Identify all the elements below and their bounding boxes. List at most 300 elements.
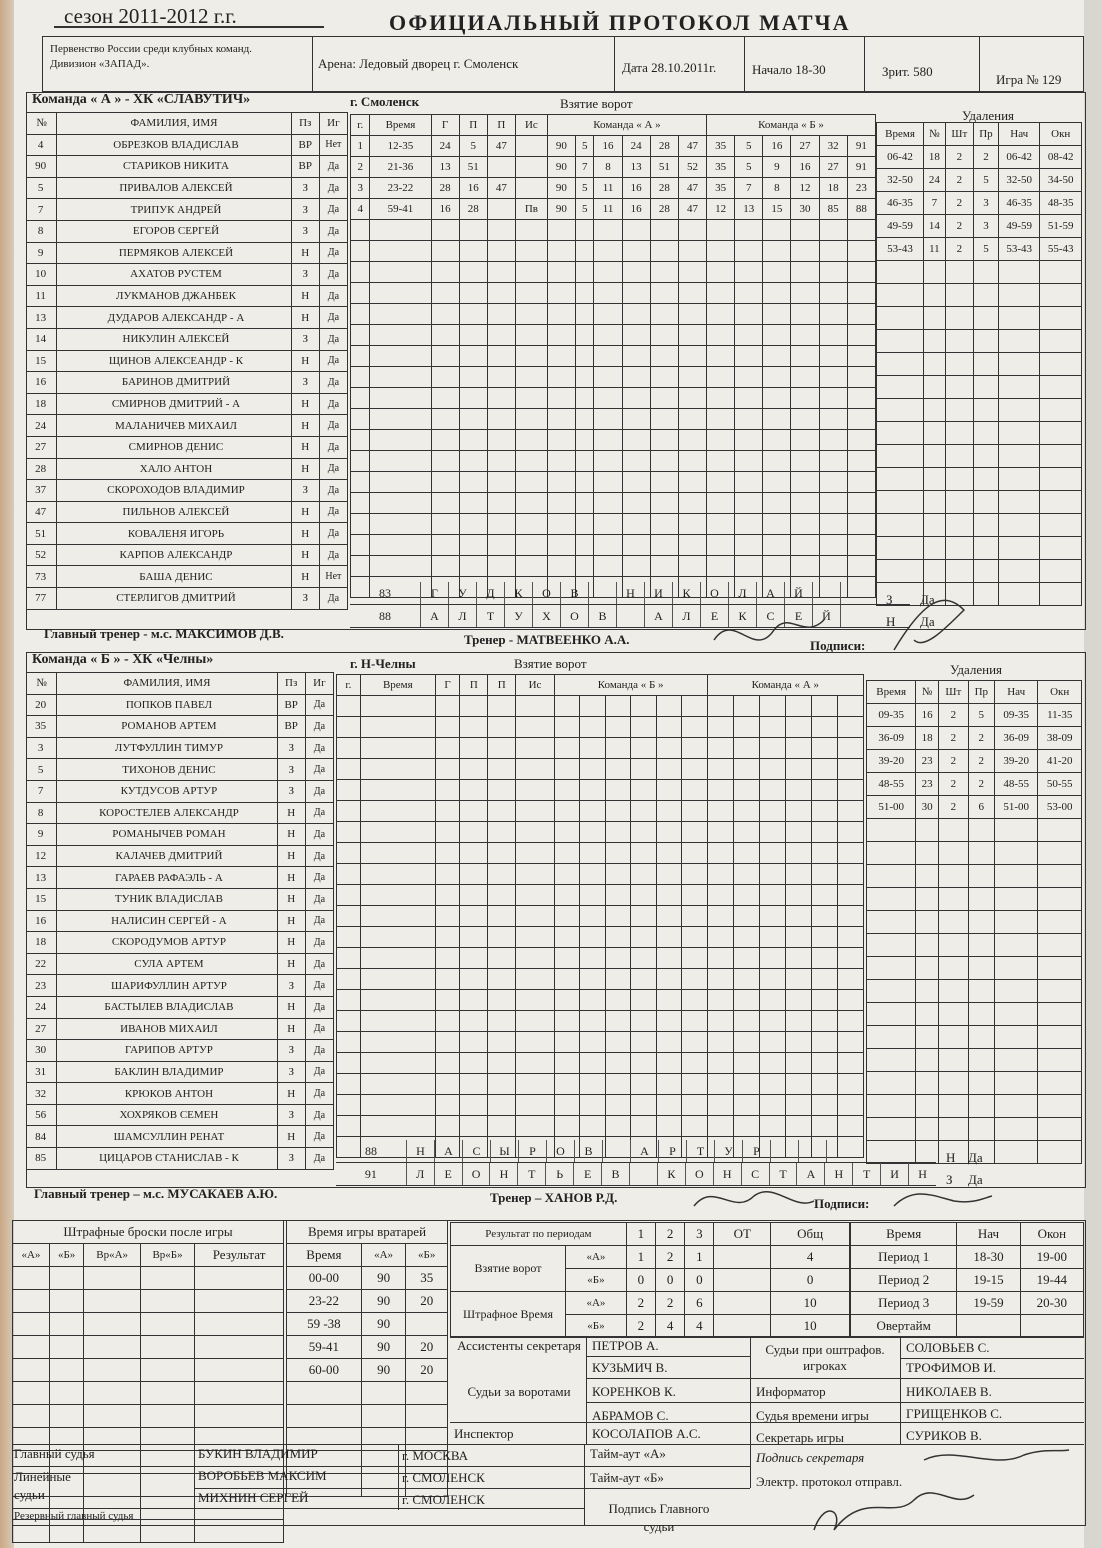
goal-cell: [605, 1053, 630, 1074]
penalty-cell: [916, 934, 939, 957]
goal-cell: [580, 759, 605, 780]
penalty-cell: [1040, 491, 1082, 514]
goal-cell: [360, 717, 435, 738]
player-row: [27, 1104, 334, 1126]
goal-cell: [576, 451, 594, 472]
penalty-cell: [939, 1072, 969, 1095]
goal-cell: [435, 759, 460, 780]
goal-oncourt-cell: 91: [847, 136, 875, 157]
goal-judge-1: КОРЕНКОВ К.: [592, 1384, 676, 1399]
goal-cell: [435, 885, 460, 906]
head-ref: БУКИН ВЛАДИМИР: [198, 1446, 318, 1461]
goal-cell: [488, 822, 516, 843]
goal-cell: [837, 696, 863, 717]
penalty-cell: [1038, 1026, 1082, 1049]
shootout-cell: [49, 1405, 83, 1428]
goal-cell: [631, 948, 656, 969]
goal-cell: [791, 556, 819, 577]
goal-cell: [785, 948, 811, 969]
timekeeper: ГРИЩЕНКОВ С.: [906, 1406, 1003, 1421]
periods-col-header: 3: [685, 1223, 714, 1246]
player-row: [27, 393, 348, 415]
player-name: СУЛА АРТЕМ: [57, 953, 277, 975]
goal-cell: [576, 220, 594, 241]
player-row: [27, 888, 334, 910]
goal-cell: [631, 990, 656, 1011]
goal-cell: [631, 906, 656, 927]
protocol-sheet: [14, 0, 1084, 1548]
player-position: З: [277, 737, 305, 759]
team-a-coach: Главный тренер - м.с. МАКСИМОВ Д.В.: [44, 626, 284, 641]
periods-col-header: 2: [656, 1223, 685, 1246]
goal-cell: [605, 885, 630, 906]
penalty-cell: [877, 445, 924, 468]
goal-cell: [847, 346, 875, 367]
goal-oncourt-cell: 35: [707, 157, 735, 178]
goal-cell: [707, 759, 733, 780]
goal-cell: [516, 717, 554, 738]
penalty-cell: [994, 819, 1038, 842]
goal-cell: [594, 409, 622, 430]
penalty-cell: [1040, 468, 1082, 491]
goal-cell: [360, 969, 435, 990]
penalty-row: [867, 727, 1082, 750]
goal-cell: [435, 717, 460, 738]
player-name: СКОРОХОДОВ ВЛАДИМИР: [57, 480, 291, 502]
player-position: ВР: [277, 716, 305, 738]
player-number: 73: [27, 566, 57, 588]
goal-cell: [515, 514, 547, 535]
player-row: [27, 1083, 334, 1105]
goal-cell: [837, 1074, 863, 1095]
goal-cell: [360, 885, 435, 906]
goal-cell: [837, 1053, 863, 1074]
penalty-cell: [945, 468, 973, 491]
goal-cell: [837, 927, 863, 948]
penalty-header: Окн: [1038, 681, 1082, 704]
goal-cell: [360, 738, 435, 759]
goal-oncourt-cell: 5: [576, 136, 594, 157]
goal-cell: [515, 178, 547, 199]
goal-cell: [516, 1074, 554, 1095]
player-number: 56: [27, 1104, 57, 1126]
penalty-cell: [939, 865, 969, 888]
player-position: Н: [277, 1083, 305, 1105]
penalty-row: [867, 957, 1082, 980]
goal-cell: [516, 969, 554, 990]
penalty-header: Время: [867, 681, 916, 704]
goal-cell: [547, 325, 575, 346]
goal-cell: [488, 864, 516, 885]
goal-cell: [337, 759, 361, 780]
penalty-cell: 5: [973, 238, 998, 261]
goal-row: [351, 346, 876, 367]
penalty-row: [867, 934, 1082, 957]
ptimes-cell: Период 1: [851, 1246, 957, 1269]
goal-cell: [707, 864, 733, 885]
goal-cell: [707, 367, 735, 388]
player-name: ПОПКОВ ПАВЕЛ: [57, 694, 277, 716]
official-letter: Н: [824, 1163, 852, 1185]
goal-cell: [682, 801, 707, 822]
shootout-cell: [140, 1474, 194, 1497]
goal-cell: [594, 514, 622, 535]
official-letter: С: [741, 1163, 769, 1185]
goal-cell: [460, 696, 488, 717]
goal-cell: [811, 1116, 837, 1137]
goal-cell: [351, 472, 370, 493]
penalty-cell: 2: [945, 192, 973, 215]
penalty-cell: [998, 376, 1040, 399]
penalty-cell: [867, 842, 916, 865]
player-number: 12: [27, 845, 57, 867]
player-number: 35: [27, 716, 57, 738]
goal-cell: [516, 759, 554, 780]
shootout-cell: [195, 1359, 284, 1382]
goal-cell: [622, 346, 650, 367]
goal-cell: [605, 822, 630, 843]
ptimes-cell: Период 2: [851, 1269, 957, 1292]
goal-oncourt-cell: 51: [650, 157, 678, 178]
goal-row: [337, 885, 864, 906]
goal-cell: [819, 220, 847, 241]
penalty-cell: [1040, 537, 1082, 560]
player-name: ОБРЕЗКОВ ВЛАДИСЛАВ: [57, 134, 291, 156]
penalty-cell: 2: [939, 704, 969, 727]
goal-cell: [819, 262, 847, 283]
player-position: Н: [291, 307, 319, 329]
goal-cell: [605, 1095, 630, 1116]
player-name: СКОРОДУМОВ АРТУР: [57, 932, 277, 954]
goal-cell: [735, 325, 763, 346]
goal-cell: [735, 367, 763, 388]
penalty-cell: [916, 1026, 939, 1049]
shootout-cell: [195, 1405, 284, 1428]
goal-row: [351, 157, 876, 178]
player-played: Да: [305, 694, 333, 716]
goal-cell: [351, 556, 370, 577]
player-name: КАЛАЧЕВ ДМИТРИЙ: [57, 845, 277, 867]
goal-cell: [431, 451, 459, 472]
goal-cell: [631, 717, 656, 738]
goal-cell: [554, 969, 579, 990]
goal-cell: [459, 388, 487, 409]
goal-cell: [763, 304, 791, 325]
goal-cell: [811, 738, 837, 759]
season-underline: [54, 26, 324, 28]
player-row: [27, 501, 348, 523]
player-row: [27, 1040, 334, 1062]
penalty-cell: 2: [939, 727, 969, 750]
penalty-row: [877, 468, 1082, 491]
informer: НИКОЛАЕВ В.: [906, 1384, 992, 1399]
goal-cell: [622, 409, 650, 430]
goal-cell: [819, 367, 847, 388]
penalty-cell: 36-09: [867, 727, 916, 750]
goal-cell: [460, 822, 488, 843]
goal-row: [337, 717, 864, 738]
penalty-cell: 48-55: [994, 773, 1038, 796]
penalty-cell: 3: [973, 192, 998, 215]
goal-row: [337, 906, 864, 927]
goal-cell: [576, 283, 594, 304]
ptimes-cell: 19-59: [957, 1292, 1020, 1315]
goal-cell: [785, 696, 811, 717]
goal-cell: [459, 472, 487, 493]
goal-cell: [580, 864, 605, 885]
player-row: [27, 242, 348, 264]
goal-cell: [488, 1032, 516, 1053]
head-ref-sign-label: Подпись Главного судьи: [608, 1501, 710, 1534]
goal-cell: [656, 1032, 681, 1053]
goalie-cell: [287, 1382, 362, 1405]
goal-cell: [605, 990, 630, 1011]
goal-cell: [707, 388, 735, 409]
goal-cell: [360, 1032, 435, 1053]
goal-cell: [811, 906, 837, 927]
goal-cell: [819, 283, 847, 304]
goal-cell: [785, 738, 811, 759]
goal-oncourt-cell: 27: [791, 136, 819, 157]
player-number: 16: [27, 910, 57, 932]
goal-cell: [785, 969, 811, 990]
penalty-cell: 49-59: [998, 215, 1040, 238]
goal-cell: [656, 927, 681, 948]
player-number: 84: [27, 1126, 57, 1148]
team-a-mark-2: Да: [920, 592, 935, 607]
goal-cell: [735, 556, 763, 577]
player-position: З: [291, 328, 319, 350]
goal-cell: [622, 367, 650, 388]
goal-cell: [656, 696, 681, 717]
penalty-cell: [924, 284, 946, 307]
goal-cell: [656, 906, 681, 927]
penalty-cell: 50-55: [1038, 773, 1082, 796]
goal-cell: [733, 1095, 759, 1116]
goal-cell: [837, 1011, 863, 1032]
player-position: Н: [291, 436, 319, 458]
goal-cell: [650, 451, 678, 472]
goal-row: [337, 843, 864, 864]
shootout-col-vrb: Вр«Б»: [140, 1244, 194, 1267]
official-letter: И: [644, 582, 672, 604]
player-played: Да: [319, 544, 347, 566]
penalty-cell: [924, 514, 946, 537]
informer-label: Информатор: [756, 1384, 826, 1399]
penalty-header: №: [916, 681, 939, 704]
player-played: Да: [305, 716, 333, 738]
goal-cell: [547, 346, 575, 367]
goal-cell: [682, 696, 707, 717]
goal-cell: [735, 304, 763, 325]
player-position: З: [277, 1040, 305, 1062]
goal-cell: [351, 514, 370, 535]
official-letter: Н: [713, 1163, 741, 1185]
goal-cell: [576, 535, 594, 556]
goal-oncourt-cell: 11: [594, 199, 622, 220]
goalie-cell: 59-41: [287, 1336, 362, 1359]
divider: [614, 36, 615, 92]
official-letter: [629, 1163, 657, 1185]
penalty-cell: 39-20: [867, 750, 916, 773]
goal-cell: [707, 696, 733, 717]
penalty-cell: 51-00: [994, 796, 1038, 819]
goal-cell: [580, 717, 605, 738]
player-name: КОРОСТЕЛЕВ АЛЕКСАНДР: [57, 802, 277, 824]
goal-cell: [733, 1116, 759, 1137]
penalty-cell: 2: [968, 727, 994, 750]
goal-cell: [370, 535, 431, 556]
goal-cell: [656, 759, 681, 780]
penalty-cell: [994, 1141, 1038, 1164]
player-position: Н: [277, 1126, 305, 1148]
penalty-cell: [924, 353, 946, 376]
shootout-cell: [140, 1359, 194, 1382]
divider: [586, 1336, 587, 1444]
penalty-cell: [968, 1072, 994, 1095]
player-name: НИКУЛИН АЛЕКСЕЙ: [57, 328, 291, 350]
penalty-cell: 09-35: [867, 704, 916, 727]
goal-cell: [785, 927, 811, 948]
goal-cell: [733, 927, 759, 948]
official-letter: [616, 605, 644, 627]
period-results-table: [450, 1222, 850, 1338]
goal-cell: [785, 1095, 811, 1116]
ptimes-cell: 18-30: [957, 1246, 1020, 1269]
penalty-cell: 23: [916, 773, 939, 796]
goal-cell: [650, 472, 678, 493]
penalty-cell: [1038, 888, 1082, 911]
penalty-cell: [968, 888, 994, 911]
goal-cell: [360, 780, 435, 801]
player-position: Н: [277, 1018, 305, 1040]
penalty-cell: [924, 307, 946, 330]
penalty-cell: [994, 1003, 1038, 1026]
goals-header: Команда « Б »: [554, 675, 707, 696]
penalty-cell: [1040, 560, 1082, 583]
col-played: Иг: [319, 113, 347, 135]
goal-cell: [622, 241, 650, 262]
goal-cell: [487, 388, 515, 409]
goalie-cell: 90: [361, 1359, 406, 1382]
periods-value: 10: [771, 1292, 850, 1315]
goal-cell: [516, 1011, 554, 1032]
player-played: Да: [319, 588, 347, 610]
player-position: Н: [277, 802, 305, 824]
goal-cell: [459, 514, 487, 535]
goal-cell: [605, 948, 630, 969]
goal-oncourt-cell: 15: [763, 199, 791, 220]
shootout-cell: [140, 1313, 194, 1336]
player-number: 27: [27, 436, 57, 458]
goal-cell: [847, 556, 875, 577]
penalty-cell: [945, 399, 973, 422]
goal-cell: [547, 472, 575, 493]
shootout-cell: [140, 1267, 194, 1290]
goal-cell: [650, 493, 678, 514]
goal-cell: [622, 451, 650, 472]
penalty-cell: [1038, 957, 1082, 980]
shootout-cell: [140, 1520, 194, 1543]
goal-cell: [515, 472, 547, 493]
goal-row: [337, 948, 864, 969]
goal-row: [351, 367, 876, 388]
goal-cell: [547, 451, 575, 472]
penalty-cell: [998, 537, 1040, 560]
goal-cell: [515, 220, 547, 241]
divider: [979, 36, 980, 92]
goal-oncourt-cell: 35: [707, 136, 735, 157]
goal-cell: [370, 241, 431, 262]
official-letter: О: [560, 605, 588, 627]
goal-cell: [811, 780, 837, 801]
goal-cell: [837, 801, 863, 822]
penalty-cell: 30: [916, 796, 939, 819]
goal-cell: [547, 388, 575, 409]
player-position: Н: [291, 523, 319, 545]
goal-cell: [516, 864, 554, 885]
goal-cell: [459, 220, 487, 241]
goal-cell: [594, 220, 622, 241]
player-position: З: [291, 588, 319, 610]
player-played: Да: [305, 975, 333, 997]
official-letter: Е: [434, 1163, 462, 1185]
inspector: КОСОЛАПОВ А.С.: [592, 1426, 701, 1441]
goal-cell: [847, 409, 875, 430]
goal-cell: [431, 220, 459, 241]
goal-cell: [785, 990, 811, 1011]
goal-cell: [791, 241, 819, 262]
penalty-judge-2: ТРОФИМОВ И.: [906, 1360, 997, 1375]
player-number: 8: [27, 802, 57, 824]
goal-cell: 13: [431, 157, 459, 178]
goal-cell: [656, 1011, 681, 1032]
goal-cell: [763, 472, 791, 493]
goal-cell: [554, 927, 579, 948]
goal-row: [337, 696, 864, 717]
official-letter: Т: [769, 1163, 797, 1185]
ptimes-cell: [957, 1315, 1020, 1338]
goal-oncourt-cell: 88: [847, 199, 875, 220]
goal-cell: [547, 367, 575, 388]
goal-oncourt-cell: 16: [594, 136, 622, 157]
goal-cell: [547, 430, 575, 451]
player-number: 16: [27, 372, 57, 394]
penalty-cell: 23: [916, 750, 939, 773]
goal-cell: [554, 990, 579, 1011]
official-letter: Р: [518, 1140, 546, 1162]
goal-cell: [351, 241, 370, 262]
goal-oncourt-cell: 9: [763, 157, 791, 178]
goal-cell: [370, 325, 431, 346]
goal-cell: [791, 388, 819, 409]
penalty-cell: [924, 376, 946, 399]
goal-cell: [580, 927, 605, 948]
ptimes-cell: Овертайм: [851, 1315, 957, 1338]
shootout-cell: [140, 1336, 194, 1359]
goal-cell: [759, 1032, 785, 1053]
goal-cell: [631, 780, 656, 801]
head-ref-city: г. МОСКВА: [402, 1448, 469, 1463]
goal-row: [337, 990, 864, 1011]
team-b-roster: [26, 672, 334, 1170]
penalty-row: [877, 307, 1082, 330]
player-name: ЛУТФУЛЛИН ТИМУР: [57, 737, 277, 759]
shootout-cell: [195, 1290, 284, 1313]
goal-cell: [459, 430, 487, 451]
player-played: Да: [305, 888, 333, 910]
goal-cell: [576, 241, 594, 262]
